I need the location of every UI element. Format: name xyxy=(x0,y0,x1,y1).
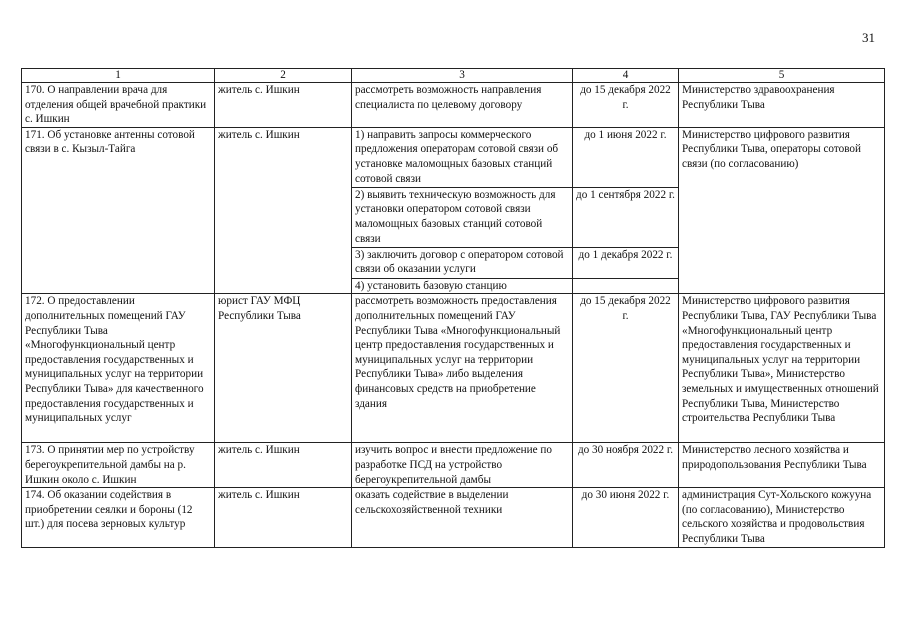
column-number: 4 xyxy=(573,69,679,83)
responsible-cell: Министерство здравоохранения Республики Тыва xyxy=(679,83,885,128)
action-cell: 2) выявить техническую возможность для установки оператором сотовой связи маломощных базовых станций сотовой связи xyxy=(352,187,573,247)
table-row xyxy=(22,443,885,488)
source-cell: житель с. Ишкин xyxy=(215,488,352,548)
page-number: 31 xyxy=(862,30,875,45)
column-number-row xyxy=(22,69,885,83)
table-row xyxy=(22,294,885,443)
table-row xyxy=(22,83,885,128)
source-cell: житель с. Ишкин xyxy=(215,127,352,294)
action-cell: оказать содействие в выделении сельскохозяйственной техники xyxy=(352,488,573,548)
deadline-cell: до 30 ноября 2022 г. xyxy=(573,443,679,488)
responsible-cell: Министерство лесного хозяйства и природопользования Республики Тыва xyxy=(679,443,885,488)
column-number: 3 xyxy=(352,69,573,83)
action-cell: рассмотреть возможность направления специалиста по целевому договору xyxy=(352,83,573,128)
issue-cell: 174. Об оказании содействия в приобретении сеялки и бороны (12 шт.) для посева зерновых культур xyxy=(22,488,215,548)
issue-cell: 173. О принятии мер по устройству берегоукрепительной дамбы на р. Ишкин около с. Ишкин xyxy=(22,443,215,488)
table-row xyxy=(22,127,885,187)
deadline-cell: до 1 декабря 2022 г. xyxy=(573,247,679,278)
action-cell: 4) установить базовую станцию xyxy=(352,278,573,294)
action-cell: 3) заключить договор с оператором сотовой связи об оказании услуги xyxy=(352,247,573,278)
action-cell: рассмотреть возможность предоставления дополнительных помещений ГАУ Республики Тыва «Многофункциональный центр предоставления государственных и муниципальных услуг на территории Республики Тыва» либо выделения финансовых средств на приобретение здания xyxy=(352,294,573,443)
deadline-cell xyxy=(573,278,679,294)
table-row xyxy=(22,488,885,548)
column-number: 5 xyxy=(679,69,885,83)
issue-cell: 171. Об установке антенны сотовой связи в с. Кызыл-Тайга xyxy=(22,127,215,294)
deadline-cell: до 15 декабря 2022 г. xyxy=(573,83,679,128)
deadline-cell: до 1 июня 2022 г. xyxy=(573,127,679,187)
action-cell: изучить вопрос и внести предложение по разработке ПСД на устройство берегоукрепительной дамбы xyxy=(352,443,573,488)
column-number: 1 xyxy=(22,69,215,83)
decisions-table xyxy=(21,68,885,548)
deadline-cell: до 15 декабря 2022 г. xyxy=(573,294,679,443)
column-number: 2 xyxy=(215,69,352,83)
source-cell: житель с. Ишкин xyxy=(215,83,352,128)
source-cell: юрист ГАУ МФЦ Республики Тыва xyxy=(215,294,352,443)
issue-cell: 170. О направлении врача для отделения общей врачебной практики с. Ишкин xyxy=(22,83,215,128)
deadline-cell: до 1 сентября 2022 г. xyxy=(573,187,679,247)
source-cell: житель с. Ишкин xyxy=(215,443,352,488)
action-cell: 1) направить запросы коммерческого предложения операторам сотовой связи об установке маломощных базовых станций сотовой связи xyxy=(352,127,573,187)
deadline-cell: до 30 июня 2022 г. xyxy=(573,488,679,548)
responsible-cell: Министерство цифрового развития Республики Тыва, операторы сотовой связи (по согласованию) xyxy=(679,127,885,294)
responsible-cell: администрация Сут-Хольского кожууна (по согласованию), Министерство сельского хозяйства и продовольствия Республики Тыва xyxy=(679,488,885,548)
issue-cell: 172. О предоставлении дополнительных помещений ГАУ Республики Тыва «Многофункциональный центр предоставления государственных и муниципальных услуг на территории Республики Тыва» для качественного предоставления государственных и муниципальных услуг xyxy=(22,294,215,443)
responsible-cell: Министерство цифрового развития Республики Тыва, ГАУ Республики Тыва «Многофункциональный центр предоставления государственных и муниципальных услуг на территории Республики Тыва», Министерство земельных и имущественных отношений Республики Тыва, Министерство строительства Республики Тыва xyxy=(679,294,885,443)
